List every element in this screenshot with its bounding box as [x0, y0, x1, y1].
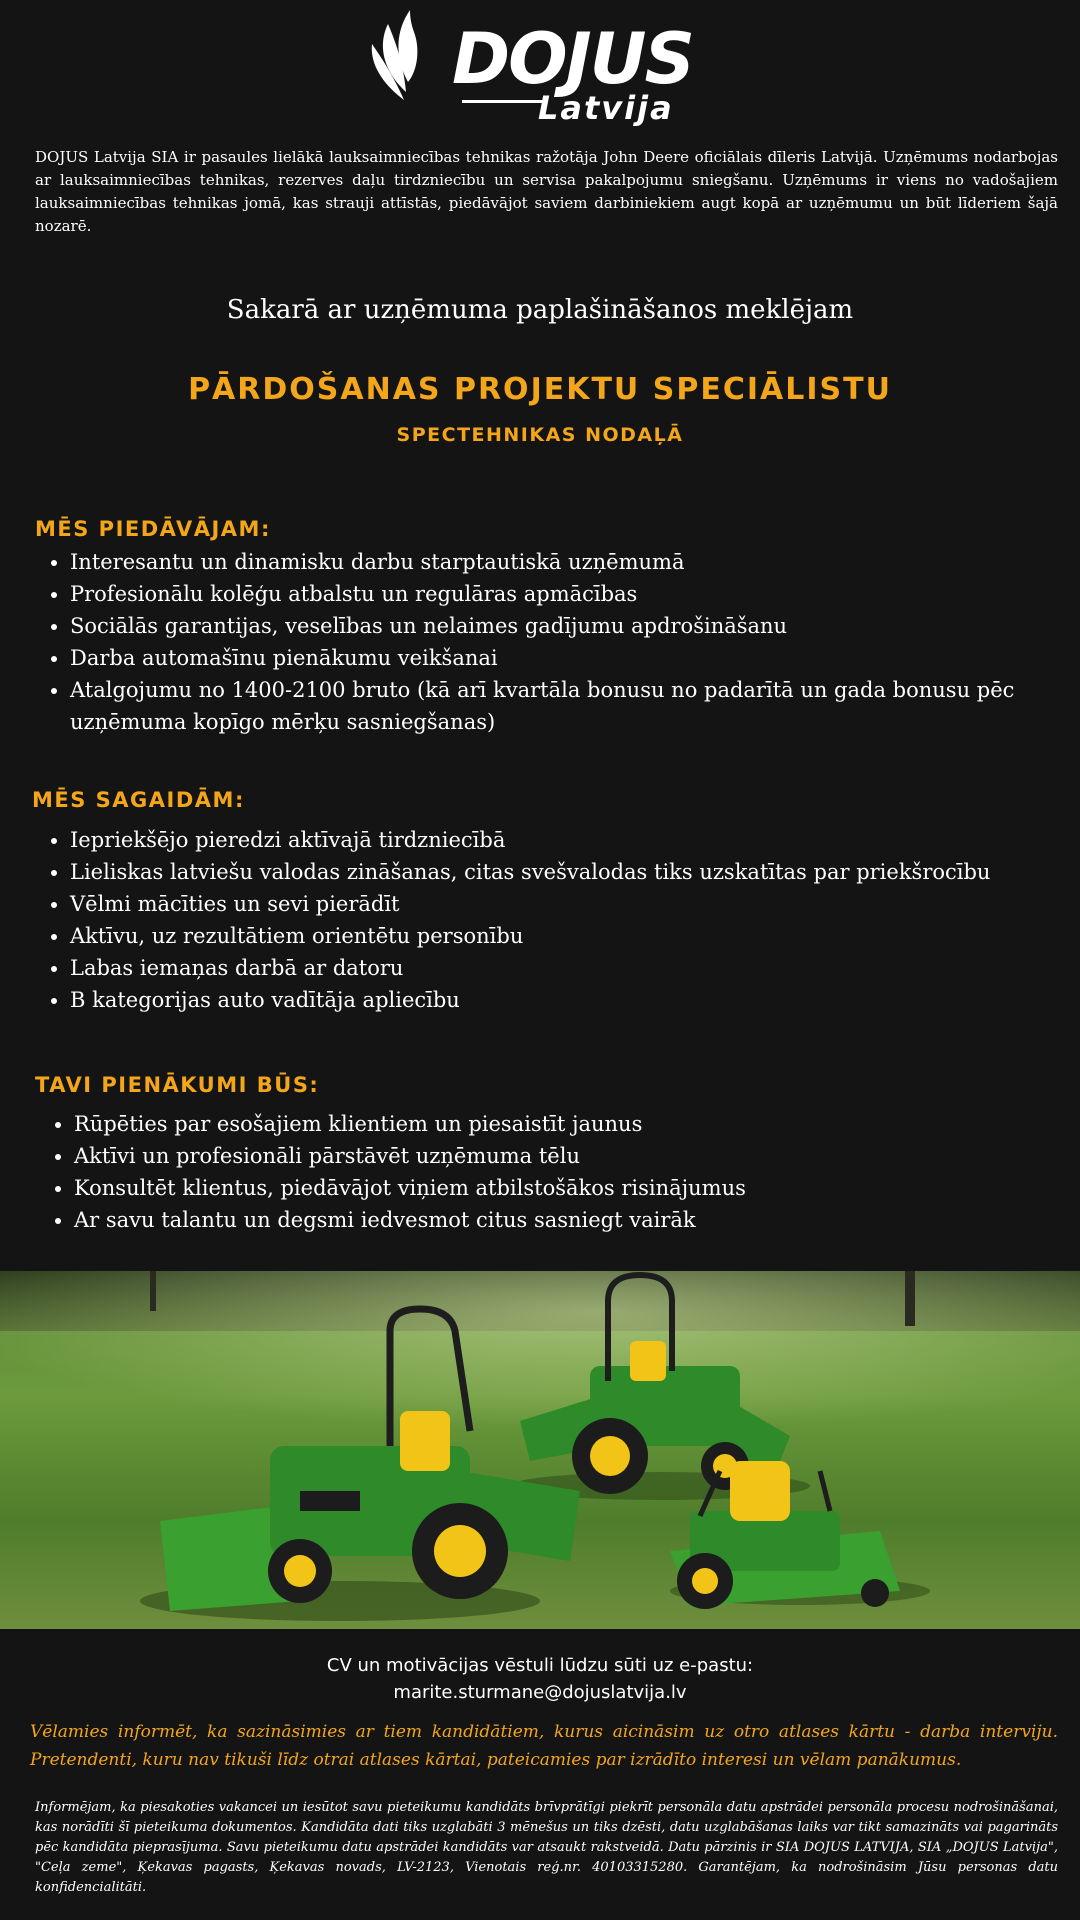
- list-item: • Labas iemaņas darbā ar datoru: [70, 952, 1080, 984]
- logo-underline: [462, 100, 546, 103]
- duties-list: [39, 1108, 1074, 1236]
- list-item: • B kategorijas auto vadītāja apliecību: [70, 984, 1080, 1016]
- duties-heading: TAVI PIENĀKUMI BŪS:: [35, 1073, 320, 1097]
- list-item: • Konsultēt klientus, piedāvājot viņiem atbilstošākos risinājumus: [74, 1172, 1074, 1204]
- tractors-photo: [0, 1271, 1080, 1629]
- leaf-mark-icon: [370, 8, 452, 104]
- dojus-logo: [370, 8, 693, 130]
- logo-sub-text: Latvija: [538, 89, 674, 127]
- job-department: SPECTEHNIKAS NODAĻĀ: [396, 424, 684, 446]
- offer-list: [35, 546, 1070, 738]
- list-item: • Interesantu un dinamisku darbu starptautiskā uzņēmumā: [70, 546, 1070, 578]
- logo-brand-text: DOJUS: [452, 18, 693, 100]
- list-item: • Profesionālu kolēģu atbalstu un regulāras apmācības: [70, 578, 1070, 610]
- list-item: • Rūpēties par esošajiem klientiem un piesaistīt jaunus: [74, 1108, 1074, 1140]
- list-item: • Aktīvi un profesionāli pārstāvēt uzņēmuma tēlu: [74, 1140, 1074, 1172]
- list-item: • Ar savu talantu un degsmi iedvesmot citus sasniegt vairāk: [74, 1204, 1074, 1236]
- expect-list: [35, 824, 1080, 1016]
- contact-email[interactable]: marite.sturmane@dojuslatvija.lv: [393, 1682, 687, 1703]
- list-item: • Darba automašīnu pienākumu veikšanai: [70, 642, 1070, 674]
- list-item: • Aktīvu, uz rezultātiem orientētu personību: [70, 920, 1080, 952]
- expect-heading: MĒS SAGAIDĀM:: [32, 788, 245, 812]
- list-item: • Vēlmi mācīties un sevi pierādīt: [70, 888, 1080, 920]
- list-item: • Iepriekšējo pieredzi aktīvajā tirdzniecībā: [70, 824, 1080, 856]
- cv-instructions: CV un motivācijas vēstuli lūdzu sūti uz e-pastu:: [326, 1655, 754, 1676]
- offer-heading: MĒS PIEDĀVĀJAM:: [35, 517, 271, 541]
- company-intro: DOJUS Latvija SIA ir pasaules lielākā lauksaimniecības tehnikas ražotāja John Deere oficiālais dīleris Latvijā. Uzņēmums nodarbojas ar lauksaimniecības tehnikas, rezerves daļu tirdzniecību un servisa pakalpojumu sniegšanu. Uzņēmums ir viens no vadošajiem lauksaimniecības tehnikas jomā, kas strauji attīstās, piedāvājot saviem darbiniekiem augt kopā ar uzņēmumu un būt līderiem šajā nozarē.: [35, 148, 1058, 235]
- list-item: • Sociālās garantijas, veselības un nelaimes gadījumu apdrošināšanu: [70, 610, 1070, 642]
- privacy-notice: Informējam, ka piesakoties vakancei un iesūtot savu pieteikumu kandidāts brīvprātīgi piekrīt personāla datu apstrādei personāla procesu nodrošināšanai, kas norādīti šī pieteikuma dokumentos. Kandidāta dati tiks uzglabāti 3 mēnešus un tiks dzēsti, datu uzglabāšanas laiks var tikt samazināts vai pagarināts pēc kandidāta pieprasījuma. Savu pieteikumu datu apstrādei kandidāts var atsaukt rakstveidā. Datu pārzinis ir SIA DOJUS LATVIJA, SIA „DOJUS Latvija", "Ceļa zeme", Ķekavas pagasts, Ķekavas novads, LV-2123, Vienotais reģ.nr. 40103315280. Garantējam, ka nodrošināsim Jūsu personas datu konfidencialitāti.: [35, 1800, 1058, 1895]
- selection-notice: Vēlamies informēt, ka sazināsimies ar tiem kandidātiem, kurus aicināsim uz otro atlases kārtu - darba interviju. Pretendenti, kuru nav tikuši līdz otrai atlases kārtai, pateicamies par izrādīto interesi un vēlam panākumus.: [30, 1722, 1058, 1770]
- list-item: • Atalgojumu no 1400-2100 bruto (kā arī kvartāla bonusu no padarītā un gada bonusu pēc uzņēmuma kopīgo mērķu sasniegšanas): [70, 674, 1070, 738]
- lead-text: Sakarā ar uzņēmuma paplašināšanos meklējam: [226, 295, 854, 325]
- job-title: PĀRDOŠANAS PROJEKTU SPECIĀLISTU: [188, 372, 892, 407]
- list-item: • Lieliskas latviešu valodas zināšanas, citas svešvalodas tiks uzskatītas par priekšrocību: [70, 856, 1080, 888]
